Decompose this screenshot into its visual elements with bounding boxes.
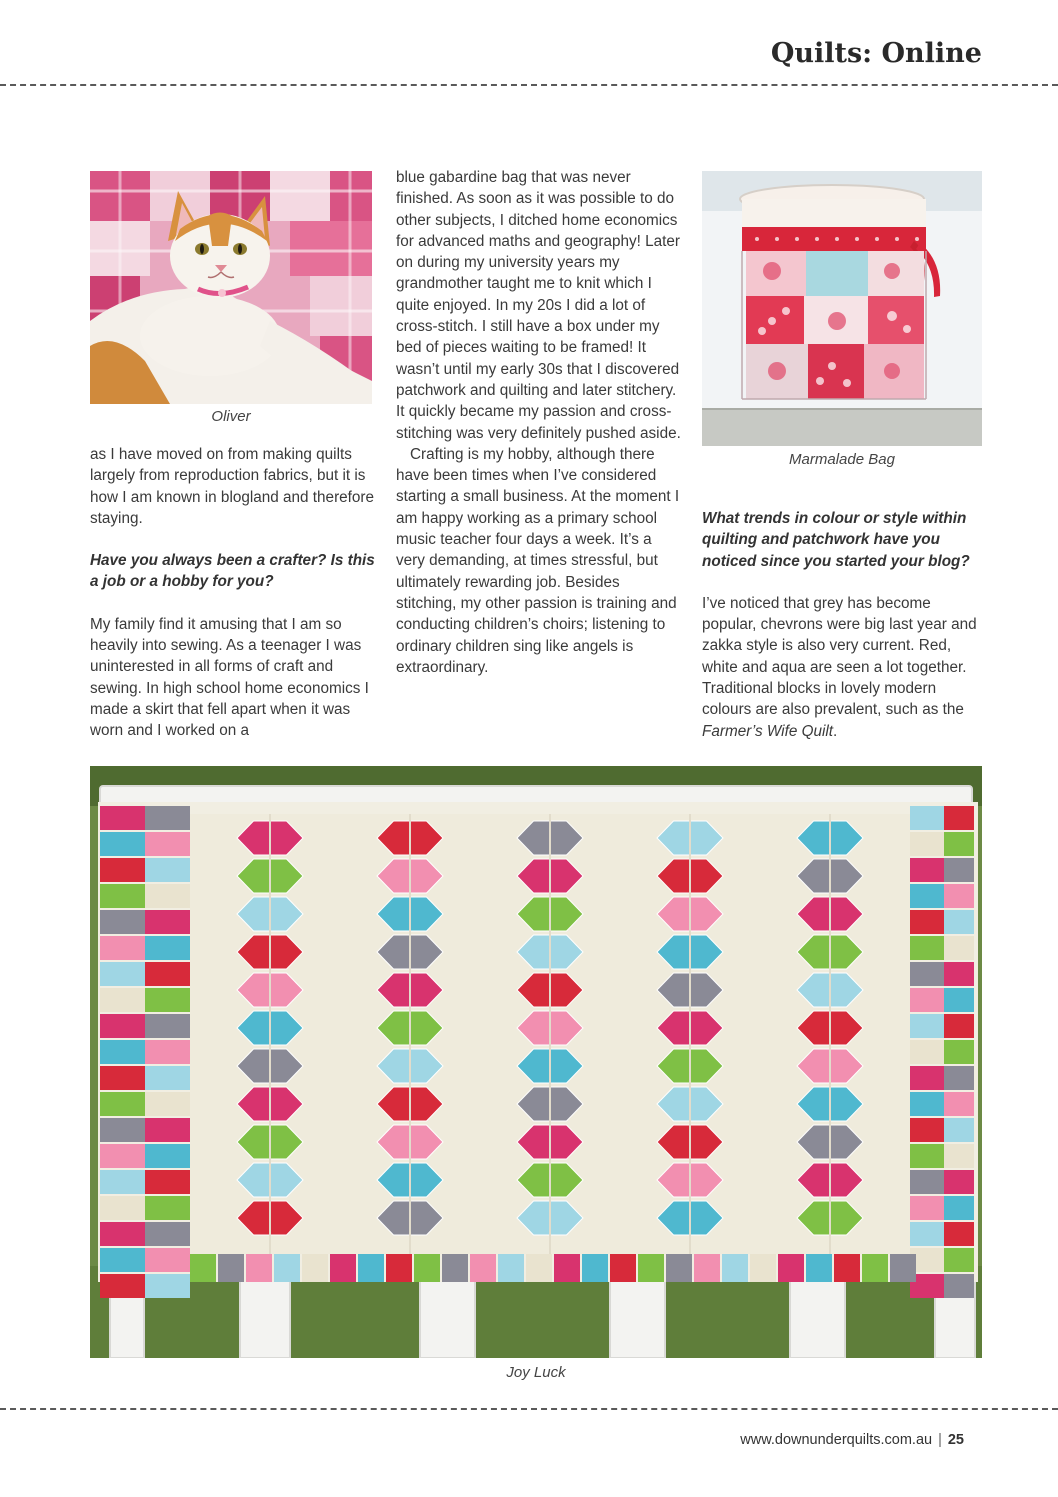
farmers-wife-quilt-title: Farmer’s Wife Quilt <box>702 722 834 740</box>
cat-on-quilt-illustration <box>90 171 372 404</box>
col3-paragraph-1-text: I’ve noticed that grey has become popular, chevrons were big last year and zakka style is also very current. Red, white and aqua are seen a lot together. Traditional blocks in lovely modern colours are also prevalent, such as the <box>702 594 977 719</box>
footer-url: www.downunderquilts.com.au <box>740 1432 933 1448</box>
footer-separator: | <box>938 1432 942 1448</box>
section-title: Quilts: Online <box>770 38 982 69</box>
footer <box>740 1432 964 1448</box>
col1-paragraph-1: as I have moved on from making quilts largely from reproduction fabrics, but it is how I am known in blogland and therefore staying. <box>90 446 375 527</box>
column-2 <box>396 167 684 678</box>
col3-paragraph-1 <box>702 593 987 742</box>
quilt-on-railing-illustration <box>90 766 982 1358</box>
col1-paragraph-2: My family find it amusing that I am so heavily into sewing. As a teenager I was uninterested in all forms of craft and sewing. In high school home economics I made a skirt that fell apart when it was worn and I worked on a <box>90 615 369 740</box>
top-divider <box>0 84 1058 86</box>
bottom-divider <box>0 1408 1058 1410</box>
col2-paragraph-1: blue gabardine bag that was never finished. As soon as it was possible to do other subjects, I ditched home economics for advanced maths and geography! Later on during my university years my grandmother taught me to knit which I quite enjoyed. In my 20s I did a lot of cross-stitch. I still have a box under my bed of pieces waiting to be framed! It wasn’t until my early 30s that I discovered patchwork and quilting and later stitchery. It quickly became my passion and cross-stitching was very definitely pushed aside. <box>396 169 681 442</box>
column-1 <box>90 444 375 742</box>
question-trends: What trends in colour or style within quilting and patchwork have you noticed since you started your blog? <box>702 510 970 570</box>
col2-paragraph-2: Crafting is my hobby, although there have been times when I’ve considered starting a small business. At the moment I am happy working as a primary school music teacher four days a week. It’s a very demanding, at times stressful, but ultimately rewarding job. Besides stitching, my other passion is training and conducting children’s choirs; listening to ordinary children sing like angels is extraordinary. <box>396 445 680 676</box>
joy-luck-quilt-photo <box>90 766 982 1358</box>
oliver-photo <box>90 171 372 404</box>
marmalade-bag-photo <box>702 171 982 446</box>
col3-paragraph-1-end: . <box>833 722 838 740</box>
question-crafter: Have you always been a crafter? Is this a job or a hobby for you? <box>90 552 375 591</box>
drawstring-bag-illustration <box>702 171 982 446</box>
column-3 <box>702 508 987 742</box>
oliver-caption: Oliver <box>211 408 251 425</box>
joy-luck-caption: Joy Luck <box>506 1364 566 1381</box>
page-number: 25 <box>947 1432 964 1448</box>
marmalade-bag-caption: Marmalade Bag <box>789 451 895 468</box>
